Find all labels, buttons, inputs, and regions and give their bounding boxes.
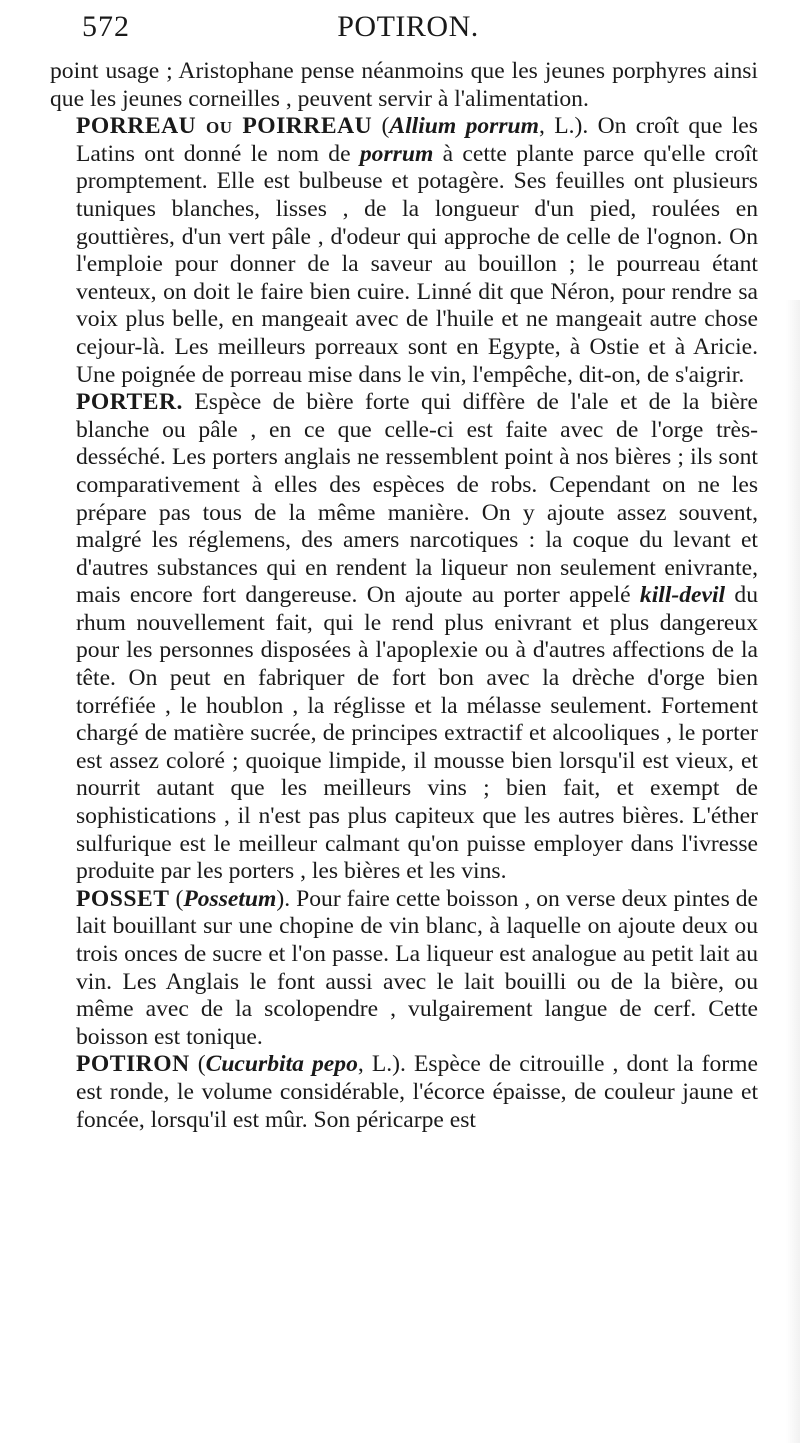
entry-text: Espèce de citrouille , dont la forme est ronde, le volume considérable, l'écorce épaisse, de couleur jaune et foncée, lorsqu'il est mûr. Son péricarpe est: [76, 1051, 758, 1133]
running-title: POTIRON.: [337, 10, 479, 43]
paragraph-continuation: [50, 58, 758, 113]
entry-potiron: [50, 1051, 758, 1134]
paren-open: (: [372, 113, 390, 140]
paren-close: , L.).: [357, 1051, 406, 1078]
entry-text: à cette plante parce qu'elle croît promptement. Elle est bulbeuse et potagère. Ses feuilles ont plusieurs tuniques blanches, lisses , de la longueur d'un pied, roulées en gouttières, d'un vert pâle , d'odeur qui approche de celle de l'ognon. On l'emploie pour donner de la saveur au bouillon ; le pourreau étant venteux, on doit le faire bien cuire. Linné dit que Néron, pour rendre sa voix plus belle, en mangeait avec de l'huile et ne mangeait autre chose cejour-là. Les meilleurs porreaux sont en Egypte, à Ostie et à Aricie. Une poignée de porreau mise dans le vin, l'empêche, dit-on, de s'aigrir.: [76, 140, 758, 388]
entry-porter: [50, 389, 758, 886]
entry-posset: [50, 886, 758, 1052]
binding-shadow: [786, 300, 800, 1443]
entry-head-porreau: PORREAU ou POIRREAU: [76, 113, 373, 140]
page-number: 572: [82, 10, 130, 43]
entry-porreau: [50, 113, 758, 389]
entry-text: Espèce de bière forte qui diffère de l'ale et de la bière blanche ou pâle , en ce que celle-ci est faite avec de l'orge très-desséché. Les porters anglais ne ressemblent point à nos bières ; ils sont comparativement à elles des espèces de robs. Cependant on ne les prépare pas tous de la même manière. On y ajoute assez souvent, malgré les réglemens, des amers narcotiques : la coque du levant et d'autres substances qui en rendent la liqueur non seulement enivrante, mais encore fort dangereuse. On ajoute au porter appelé: [76, 389, 758, 609]
latin-name: Cucurbita pepo: [205, 1051, 358, 1078]
paren-open: (: [189, 1051, 206, 1078]
paren-close: ).: [276, 885, 291, 912]
entry-text: Pour faire cette boisson , on verse deux pintes de lait bouillant sur une chopine de vin blanc, à laquelle on ajoute deux ou trois onces de sucre et l'on passe. La liqueur est analogue au petit lait au vin. Les Anglais le font aussi avec le lait bouilli ou de la bière, ou même avec de la scolopendre , vulgairement langue de cerf. Cette boisson est tonique.: [76, 885, 758, 1050]
term-kill-devil: kill-devil: [639, 582, 726, 609]
entry-head-posset: POSSET: [76, 885, 170, 912]
running-head: [48, 10, 768, 50]
latin-name: Allium porrum: [389, 113, 539, 140]
entry-head-porter: PORTER.: [76, 389, 183, 416]
entry-head-potiron: POTIRON: [76, 1051, 190, 1078]
latin-term: porrum: [359, 140, 434, 167]
paren-close: , L.).: [539, 113, 589, 140]
entry-text: On croît que les Latins ont donné le nom de: [76, 113, 758, 167]
entry-text: du rhum nouvellement fait, qui le rend plus enivrant et plus dangereux pour les personnes disposées à l'apoplexie ou à d'autres affections de la tête. On peut en fabriquer de fort bon avec la drèche d'orge bien torréfiée , le houblon , la réglisse et la mélasse seulement. Fortement chargé de matière sucrée, de principes extractif et alcooliques , le porter est assez coloré ; quoique limpide, il mousse bien lorsqu'il est vieux, et nourrit autant que les meilleurs vins ; bien fait, et exempt de sophistications , il n'est pas plus capiteux que les autres bières. L'éther sulfurique est le meilleur calmant qu'on puisse employer dans l'ivresse produite par les porters , les bières et les vins.: [76, 582, 758, 885]
paren-open: (: [169, 885, 184, 912]
latin-name: Possetum: [183, 885, 277, 912]
paragraph-text: point usage ; Aristophane pense néanmoins que les jeunes porphyres ainsi que les jeunes corneilles , peuvent servir à l'alimentation.: [50, 58, 758, 112]
body-text: [50, 58, 758, 1134]
